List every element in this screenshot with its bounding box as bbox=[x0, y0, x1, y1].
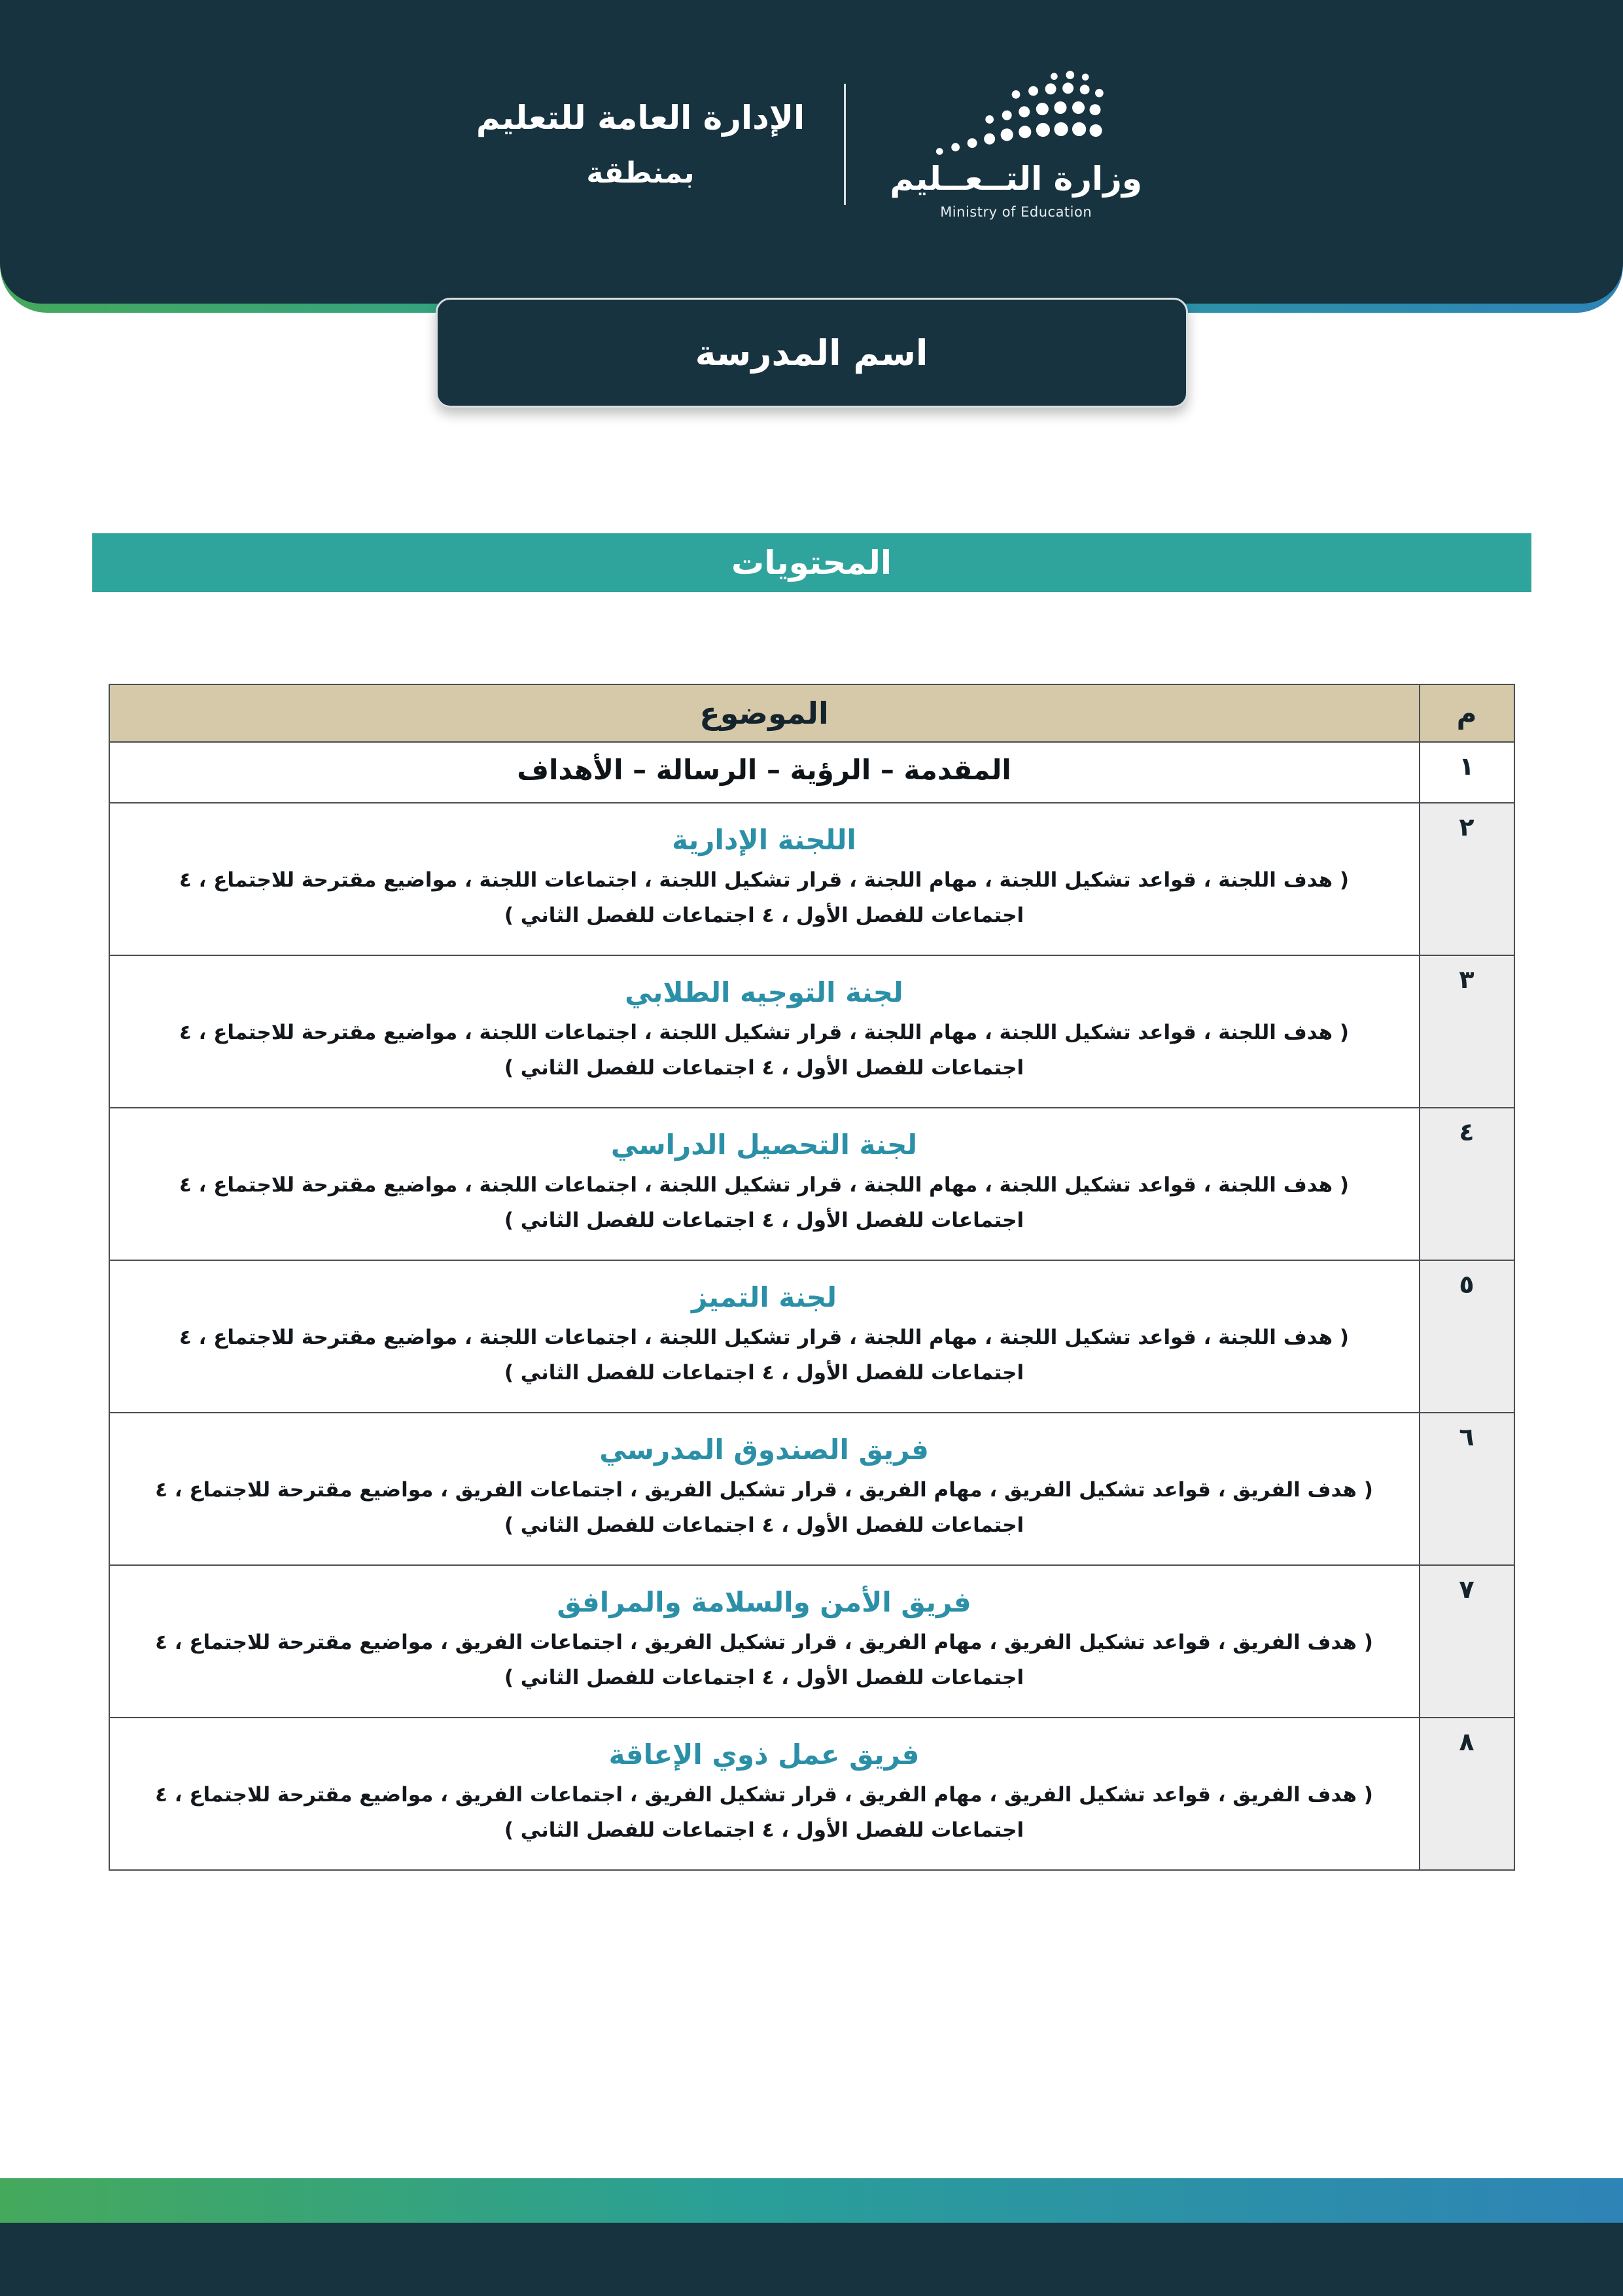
row-description: ( هدف الفريق ، قواعد تشكيل الفريق ، مهام الفريق ، قرار تشكيل الفريق ، اجتماعات الفريق ، مواضيع مقترحة للاجتماع ، ٤ اجتماعات للفصل الأول ، ٤ اجتماعات للفصل الثاني ) bbox=[155, 1477, 1373, 1537]
contents-title-bar bbox=[92, 533, 1531, 592]
row-title: فريق الصندوق المدرسي bbox=[599, 1433, 929, 1466]
header-band bbox=[0, 0, 1623, 304]
ministry-logo-english: Ministry of Education bbox=[940, 204, 1092, 220]
row-subject-cell bbox=[109, 1413, 1420, 1565]
toc-header-row bbox=[109, 684, 1514, 742]
row-title: اللجنة الإدارية bbox=[672, 823, 856, 856]
ministry-logo-arabic: وزارة التــعــليم bbox=[890, 160, 1142, 198]
row-number: ٣ bbox=[1420, 955, 1514, 1108]
header-divider bbox=[844, 84, 846, 205]
toc-table bbox=[109, 684, 1515, 1871]
org-title-line1: الإدارة العامة للتعليم bbox=[476, 98, 805, 137]
column-header-subject: الموضوع bbox=[109, 684, 1420, 742]
page-header bbox=[0, 0, 1623, 419]
table-row bbox=[109, 803, 1514, 955]
column-header-number: م bbox=[1420, 684, 1514, 742]
row-description: ( هدف اللجنة ، قواعد تشكيل اللجنة ، مهام اللجنة ، قرار تشكيل اللجنة ، اجتماعات اللجنة ، مواضيع مقترحة للاجتماع ، ٤ اجتماعات للفصل الأول ، ٤ اجتماعات للفصل الثاني ) bbox=[179, 868, 1350, 927]
contents-title: المحتويات bbox=[731, 544, 892, 582]
table-row bbox=[109, 1565, 1514, 1718]
ministry-brand bbox=[476, 68, 1147, 236]
school-name-label: اسم المدرسة bbox=[695, 332, 928, 374]
row-description: ( هدف اللجنة ، قواعد تشكيل اللجنة ، مهام اللجنة ، قرار تشكيل اللجنة ، اجتماعات اللجنة ، مواضيع مقترحة للاجتماع ، ٤ اجتماعات للفصل الأول ، ٤ اجتماعات للفصل الثاني ) bbox=[179, 1173, 1350, 1232]
row-subject-cell bbox=[109, 1718, 1420, 1870]
row-subject-cell bbox=[109, 742, 1420, 803]
ministry-logo bbox=[885, 68, 1147, 220]
table-row bbox=[109, 1260, 1514, 1413]
footer-gradient-stripe bbox=[0, 2178, 1623, 2223]
row-number: ٨ bbox=[1420, 1718, 1514, 1870]
page-footer bbox=[0, 2178, 1623, 2296]
table-row bbox=[109, 955, 1514, 1108]
table-row bbox=[109, 1108, 1514, 1260]
row-title: لجنة التحصيل الدراسي bbox=[610, 1128, 918, 1161]
row-title: لجنة التوجيه الطلابي bbox=[625, 976, 903, 1008]
footer-navy-band bbox=[0, 2223, 1623, 2296]
row-title: فريق الأمن والسلامة والمرافق bbox=[557, 1585, 971, 1618]
table-row bbox=[109, 742, 1514, 803]
row-description: ( هدف الفريق ، قواعد تشكيل الفريق ، مهام الفريق ، قرار تشكيل الفريق ، اجتماعات الفريق ، مواضيع مقترحة للاجتماع ، ٤ اجتماعات للفصل الأول ، ٤ اجتماعات للفصل الثاني ) bbox=[155, 1630, 1373, 1689]
row-number: ٤ bbox=[1420, 1108, 1514, 1260]
org-title-block bbox=[476, 99, 805, 190]
row-subject-cell bbox=[109, 803, 1420, 955]
row-number: ٥ bbox=[1420, 1260, 1514, 1413]
row-subject-cell bbox=[109, 1565, 1420, 1718]
row-subject-cell bbox=[109, 955, 1420, 1108]
org-title-line2: بمنطقة bbox=[586, 156, 695, 190]
row-title: المقدمة – الرؤية – الرسالة – الأهداف bbox=[517, 754, 1011, 786]
ministry-dots-icon bbox=[908, 68, 1124, 158]
row-number: ٧ bbox=[1420, 1565, 1514, 1718]
row-description: ( هدف اللجنة ، قواعد تشكيل اللجنة ، مهام اللجنة ، قرار تشكيل اللجنة ، اجتماعات اللجنة ، مواضيع مقترحة للاجتماع ، ٤ اجتماعات للفصل الأول ، ٤ اجتماعات للفصل الثاني ) bbox=[179, 1020, 1350, 1080]
row-number: ١ bbox=[1420, 742, 1514, 803]
school-name-box bbox=[436, 298, 1188, 408]
row-number: ٦ bbox=[1420, 1413, 1514, 1565]
table-row bbox=[109, 1413, 1514, 1565]
row-title: فريق عمل ذوي الإعاقة bbox=[608, 1738, 920, 1771]
table-row bbox=[109, 1718, 1514, 1870]
row-number: ٢ bbox=[1420, 803, 1514, 955]
row-description: ( هدف اللجنة ، قواعد تشكيل اللجنة ، مهام اللجنة ، قرار تشكيل اللجنة ، اجتماعات اللجنة ، مواضيع مقترحة للاجتماع ، ٤ اجتماعات للفصل الأول ، ٤ اجتماعات للفصل الثاني ) bbox=[179, 1325, 1350, 1385]
row-subject-cell bbox=[109, 1108, 1420, 1260]
row-description: ( هدف الفريق ، قواعد تشكيل الفريق ، مهام الفريق ، قرار تشكيل الفريق ، اجتماعات الفريق ، مواضيع مقترحة للاجتماع ، ٤ اجتماعات للفصل الأول ، ٤ اجتماعات للفصل الثاني ) bbox=[155, 1782, 1373, 1842]
row-subject-cell bbox=[109, 1260, 1420, 1413]
row-title: لجنة التميز bbox=[691, 1280, 837, 1313]
